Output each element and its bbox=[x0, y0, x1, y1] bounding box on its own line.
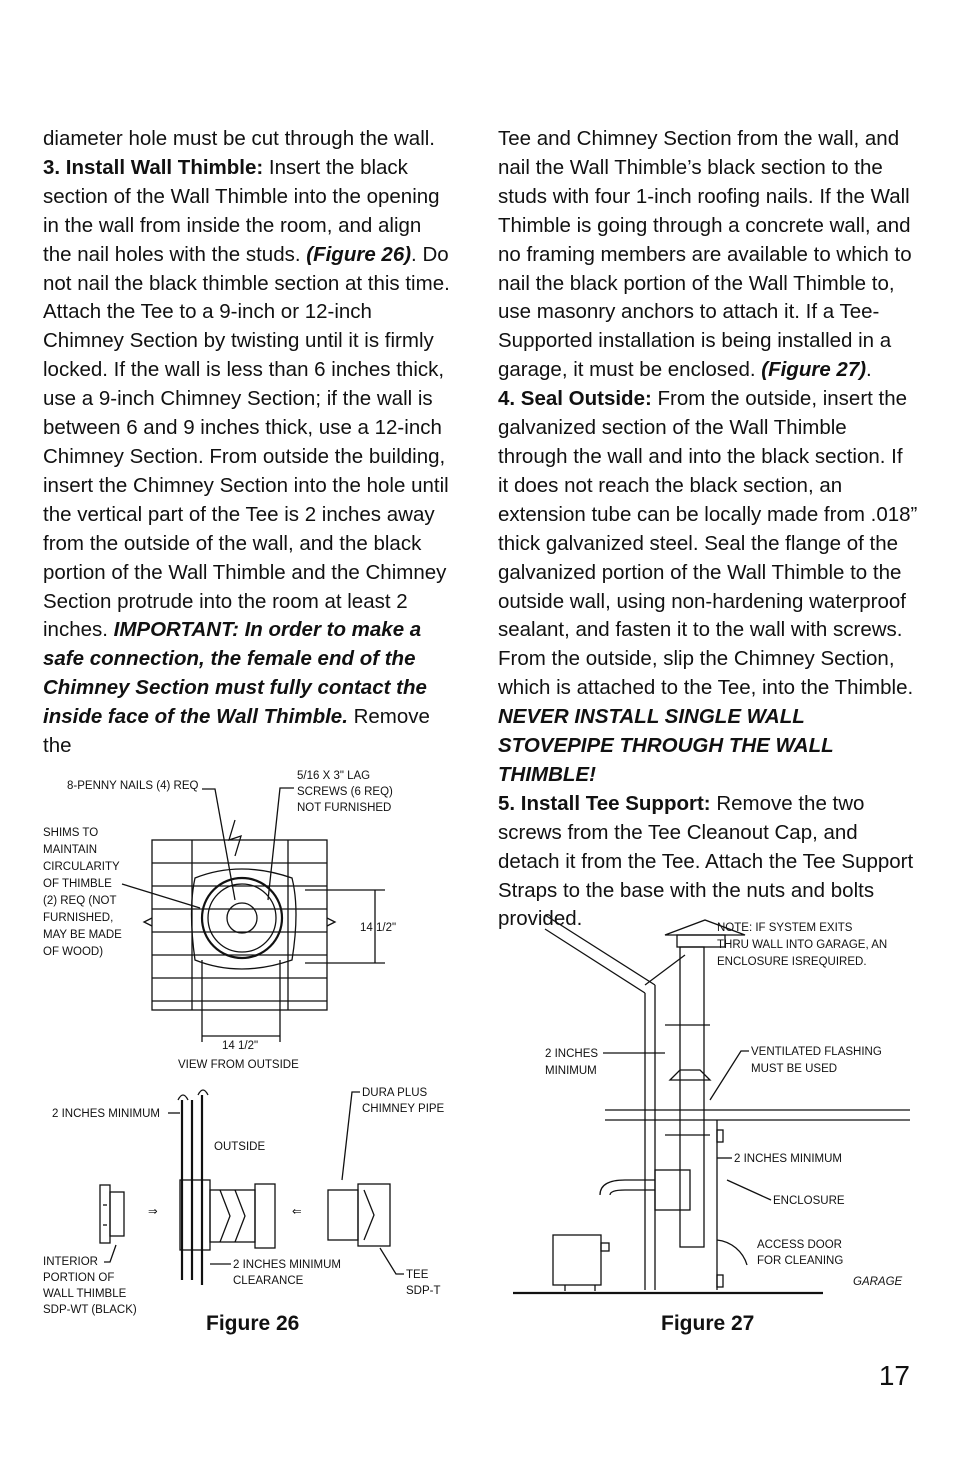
interior-label bbox=[43, 1256, 137, 1316]
arrow-icon: ⇒ bbox=[148, 1206, 158, 1218]
leader-line bbox=[380, 1248, 404, 1274]
leader-line bbox=[710, 1051, 749, 1100]
svg-text:FURNISHED,: FURNISHED, bbox=[43, 912, 114, 924]
svg-text:(2) REQ (NOT: (2) REQ (NOT bbox=[43, 895, 117, 907]
horizontal-dimension bbox=[202, 960, 280, 1052]
figure-reference: (Figure 26) bbox=[306, 242, 412, 266]
access-label-2: FOR CLEANING bbox=[757, 1255, 844, 1267]
ceiling bbox=[605, 1110, 910, 1120]
chimney bbox=[645, 920, 745, 1247]
figure-26-diagram bbox=[30, 760, 460, 1325]
important-note: IMPORTANT: In order to make a safe connection, the female end of the Chimney Section must fully contact the inside face of the Wall Thimble. bbox=[43, 618, 427, 729]
roof bbox=[545, 915, 655, 1290]
text: From the outside, insert the galvanized section of the Wall Thimble through the wall and into the black section. If it does not reach the black section, an extension tube can be locally made from .018” thick galvanized steel. Seal the flange of the galvanized portion of the Wall Thimble to the outside wall, using non-hardening waterproof sealant, and fasten it to the wall with screws. From the outside, slip the Chimney Section, which is attached to the Tee, into the Thimble. bbox=[498, 387, 918, 700]
garage-label: GARAGE bbox=[853, 1276, 903, 1288]
min-label: 2 INCHES MINIMUM bbox=[52, 1108, 160, 1120]
svg-text:PORTION OF: PORTION OF bbox=[43, 1272, 115, 1284]
text: . bbox=[866, 358, 872, 382]
step-5-heading: 5. Install Tee Support: bbox=[498, 791, 711, 815]
wall-siding bbox=[144, 820, 335, 1010]
thimble-inner bbox=[208, 884, 276, 952]
text: Remove the two screws from the Tee Cleanout Cap, and detach it from the Tee. Attach the Tee Support Straps to the base with the nuts and bolts provided. bbox=[498, 791, 914, 931]
chimney-pipe bbox=[227, 903, 257, 933]
access-label-1: ACCESS DOOR bbox=[757, 1239, 842, 1251]
text: Tee and Chimney Section from the wall, and nail the Wall Thimble’s black section to the studs with four 1-inch roofing nails. If the Wall Thimble is going through a concrete wall, and no framing members are available to which to nail the black portion of the Wall Thimble to, use masonry anchors to attach it. If a Tee-Supported installation is being installed in a garage, it must be enclosed. bbox=[498, 127, 912, 382]
figure-27-diagram bbox=[505, 905, 915, 1300]
min-right: 2 INCHES MINIMUM bbox=[734, 1153, 842, 1165]
step-4-heading: 4. Seal Outside: bbox=[498, 387, 652, 411]
right-text-column bbox=[498, 125, 918, 934]
svg-text:OF THIMBLE: OF THIMBLE bbox=[43, 878, 112, 890]
nails-label: 8-PENNY NAILS (4) REQ bbox=[67, 780, 199, 792]
svg-text:NOTE: IF SYSTEM EXITS: NOTE: IF SYSTEM EXITS bbox=[717, 922, 853, 934]
svg-text:THRU WALL INTO GARAGE, AN: THRU WALL INTO GARAGE, AN bbox=[717, 939, 888, 951]
figure-reference: (Figure 27) bbox=[761, 358, 867, 382]
leader-line bbox=[342, 1092, 360, 1180]
leader-line bbox=[122, 884, 200, 908]
vent-label-2: MUST BE USED bbox=[751, 1063, 838, 1075]
text: diameter hole must be cut through the wall. bbox=[43, 127, 435, 150]
clearance-label-2: CLEARANCE bbox=[233, 1275, 304, 1287]
thimble-assembly bbox=[180, 1180, 275, 1250]
text: . Do not nail the black thimble section at this time. Attach the Tee to a 9-inch or 12-inch Chimney Section by twisting until it is firmly locked. If the wall is less than 6 inches thick, use a 9-inch Chimney Section; if the wall is between 6 and 9 inches thick, use a 12-inch Chimney Section. From outside the building, insert the Chimney Section into the hole until the vertical part of the Tee is 2 inches away from the outside of the wall, and the black portion of the Wall Thimble and the Chimney Section protrude into the room at least 2 inches. bbox=[43, 242, 450, 642]
tee-piece bbox=[328, 1184, 390, 1246]
lag-label-2: SCREWS (6 REQ) bbox=[297, 786, 393, 798]
paragraph bbox=[43, 125, 455, 761]
leader-line bbox=[268, 788, 294, 900]
text: Insert the black section of the Wall Thimble into the opening in the wall from inside the room, and align the nail holes with the studs. bbox=[43, 155, 440, 266]
paragraph bbox=[498, 125, 918, 934]
outside-label: OUTSIDE bbox=[214, 1141, 266, 1153]
vent-label-1: VENTILATED FLASHING bbox=[751, 1046, 882, 1058]
svg-text:WALL THIMBLE: WALL THIMBLE bbox=[43, 1288, 127, 1300]
text: Remove the bbox=[43, 705, 430, 758]
min-left-1: 2 INCHES bbox=[545, 1048, 599, 1060]
min-left-2: MINIMUM bbox=[545, 1065, 597, 1077]
garage-note bbox=[717, 922, 887, 968]
wall-section bbox=[178, 1090, 208, 1285]
arrow-icon: ⇐ bbox=[292, 1206, 302, 1218]
svg-text:SDP-WT (BLACK): SDP-WT (BLACK) bbox=[43, 1304, 137, 1316]
enclosure bbox=[717, 1120, 747, 1290]
figure-26-caption: Figure 26 bbox=[206, 1312, 300, 1335]
stove bbox=[553, 1170, 690, 1291]
svg-text:OF WOOD): OF WOOD) bbox=[43, 946, 104, 958]
tee-label-2: SDP-T bbox=[406, 1285, 441, 1297]
page-number: 17 bbox=[878, 1360, 910, 1391]
svg-text:CIRCULARITY: CIRCULARITY bbox=[43, 861, 120, 873]
clearance-label-1: 2 INCHES MINIMUM bbox=[233, 1259, 341, 1271]
left-text-column bbox=[43, 125, 455, 761]
lag-label-3: NOT FURNISHED bbox=[297, 802, 392, 814]
thimble-outer bbox=[202, 878, 282, 958]
tee-label-1: TEE bbox=[406, 1269, 429, 1281]
leader-line bbox=[202, 789, 235, 900]
step-3-heading: 3. Install Wall Thimble: bbox=[43, 155, 264, 179]
leader-line bbox=[727, 1180, 771, 1200]
svg-text:SHIMS TO: SHIMS TO bbox=[43, 827, 99, 839]
svg-text:MAINTAIN: MAINTAIN bbox=[43, 844, 98, 856]
svg-text:ENCLOSURE ISREQUIRED.: ENCLOSURE ISREQUIRED. bbox=[717, 956, 867, 968]
leader-line bbox=[104, 1245, 116, 1262]
shims-label bbox=[43, 827, 122, 958]
warning-text: NEVER INSTALL SINGLE WALL STOVEPIPE THROUGH THE WALL THIMBLE! bbox=[498, 705, 834, 786]
svg-text:14 1/2": 14 1/2" bbox=[360, 922, 397, 934]
vertical-dimension bbox=[305, 890, 396, 963]
dura-label-2: CHIMNEY PIPE bbox=[362, 1103, 445, 1115]
view-label: VIEW FROM OUTSIDE bbox=[178, 1059, 299, 1071]
figure-27-caption: Figure 27 bbox=[661, 1312, 755, 1335]
svg-text:MAY BE MADE: MAY BE MADE bbox=[43, 929, 122, 941]
lag-label-1: 5/16 X 3" LAG bbox=[297, 770, 371, 782]
enclosure-label: ENCLOSURE bbox=[773, 1195, 845, 1207]
svg-text:INTERIOR: INTERIOR bbox=[43, 1256, 98, 1268]
dura-label-1: DURA PLUS bbox=[362, 1087, 428, 1099]
svg-text:14 1/2": 14 1/2" bbox=[222, 1040, 259, 1052]
interior-thimble bbox=[100, 1185, 124, 1243]
